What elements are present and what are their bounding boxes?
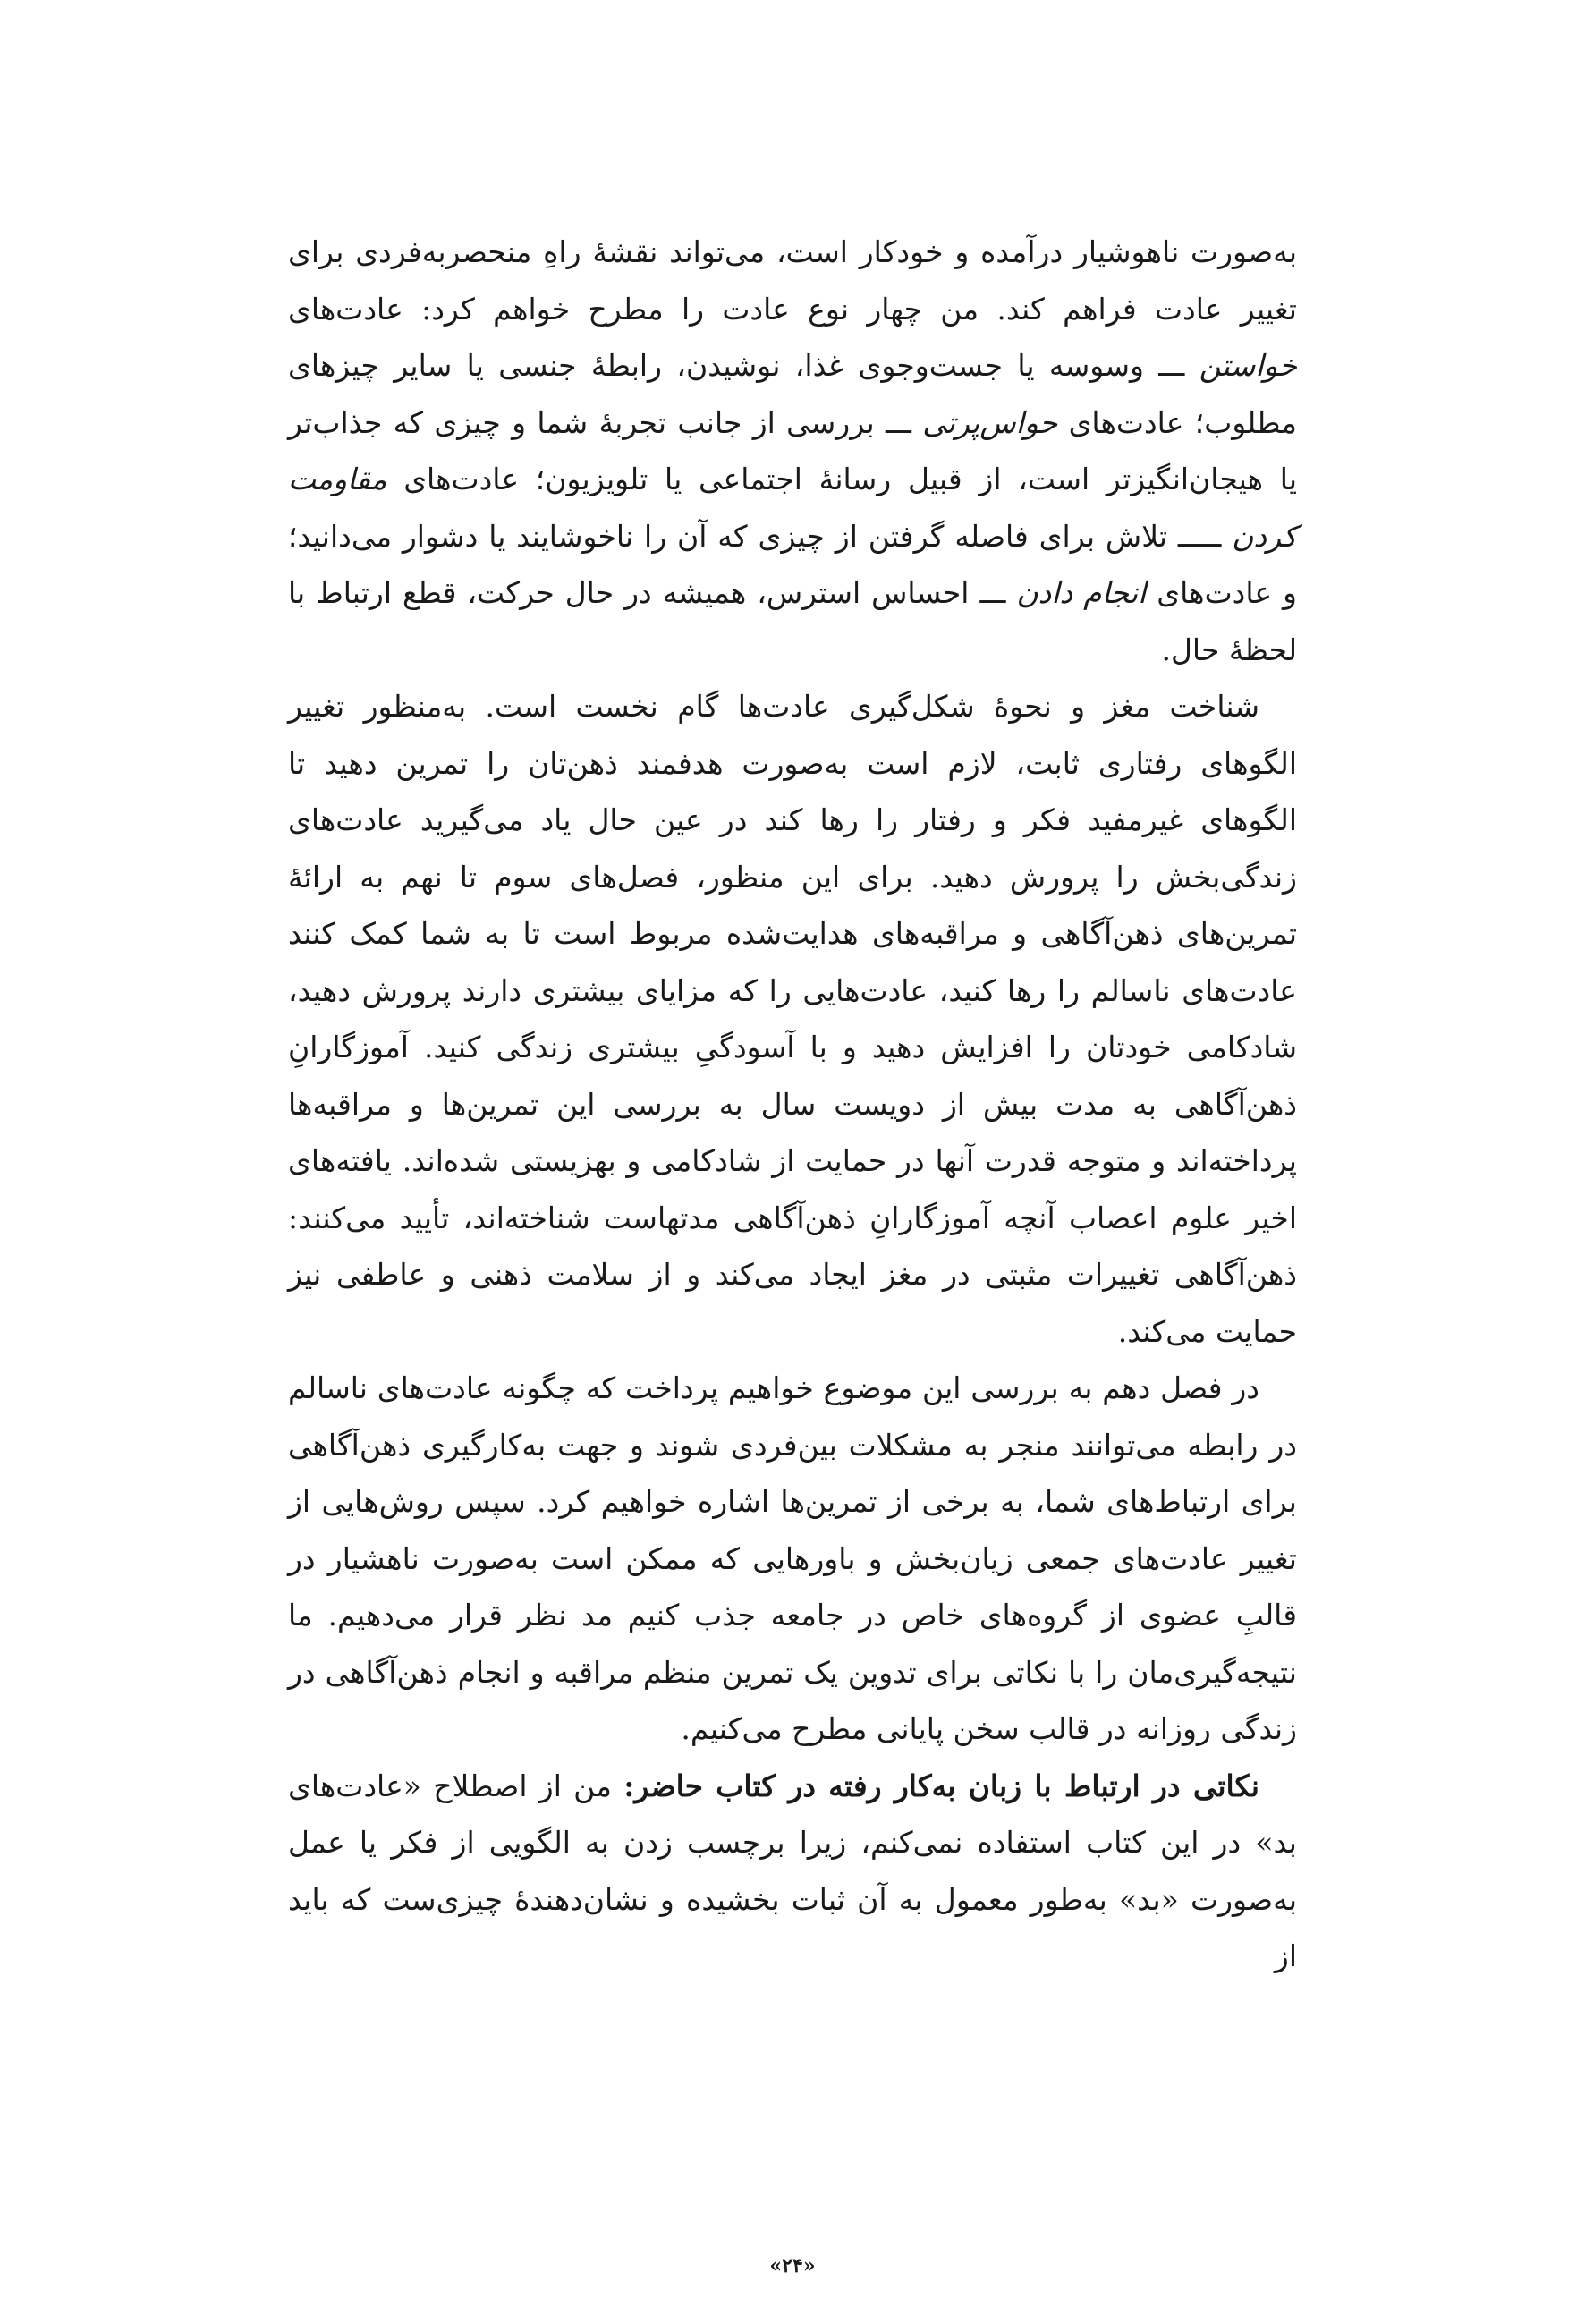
text-segment: شناخت مغز و نحوهٔ شکل‌گیری عادت‌ها گام نخست است. به‌منظور تغییر الگوهای رفتاری ثابت، لازم است به‌صورت هدفمند ذهن‌تان را تمرین دهید تا الگوهای غیرمفید فکر و رفتار را رها کند در عین حال یاد می‌گیرید عادت‌های زندگی‌بخش را پرورش دهید. برای این منظور، فصل‌های سوم تا نهم به ارائهٔ تمرین‌های ذهن‌آگاهی و مراقبه‌های هدایت‌شده مربوط است تا به شما کمک کنند عادت‌های ناسالم را رها کنید، عادت‌هایی را که مزایای بیشتری دارند پرورش دهید، شادکامی خودتان را افزایش دهید و با آسودگیِ بیشتری زندگی کنید. آموزگارانِ ذهن‌آگاهی به مدت بیش از دویست سال به بررسی این تمرین‌ها و مراقبه‌ها پرداخته‌اند و متوجه قدرت آنها در حمایت از شادکامی و بهزیستی شده‌اند. یافته‌های اخیر علوم اعصاب آنچه آموزگارانِ ذهن‌آگاهی مدتهاست شناخته‌اند، تأیید می‌کنند: ذهن‌آگاهی تغییرات مثبتی در مغز ایجاد می‌کند و از سلامت ذهنی و عاطفی نیز حمایت می‌کند. xyxy=(288,689,1297,1349)
text-segment: مقاومت کردن xyxy=(288,462,1297,554)
text-segment: نکاتی در ارتباط با زبان به‌کار رفته در کتاب حاضر: xyxy=(623,1768,1259,1803)
paragraph-3 xyxy=(288,1360,1297,1758)
text-segment: ـــ احساس استرس، همیشه در حال حرکت، قطع ارتباط با لحظهٔ حال. xyxy=(288,575,1297,667)
body-text xyxy=(288,224,1297,1985)
text-segment: به‌صورت ناهوشیار درآمده و خودکار است، می‌تواند نقشهٔ راهِ منحصربه‌فردی برای تغییر عادت فراهم کند. من چهار نوع عادت را مطرح خواهم کرد: عادت‌های xyxy=(288,234,1297,327)
page-number: «۲۴» xyxy=(769,2254,816,2277)
paragraph-2 xyxy=(288,678,1297,1360)
paragraph-4 xyxy=(288,1758,1297,1985)
text-segment: خواستن xyxy=(1199,348,1297,383)
text-segment: انجام دادن xyxy=(1016,575,1147,610)
text-segment: ـــ وسوسه یا جست‌وجوی غذا، نوشیدن، رابطهٔ جنسی یا سایر چیزهای مطلوب؛ عادت‌های xyxy=(288,348,1297,440)
paragraph-1 xyxy=(288,224,1297,678)
text-segment: در فصل دهم به بررسی این موضوع خواهیم پرداخت که چگونه عادت‌های ناسالم در رابطه می‌توانند منجر به مشکلات بین‌فردی شوند و جهت به‌کارگیری ذهن‌آگاهی برای ارتباط‌های شما، به برخی از تمرین‌ها اشاره خواهیم کرد. سپس روش‌هایی از تغییر عادت‌های جمعی زیان‌بخش و باورهایی که ممکن است به‌صورت ناهشیار در قالبِ عضوی از گروه‌های خاص در جامعه جذب کنیم مد نظر قرار می‌دهیم. ما نتیجه‌گیری‌مان را با نکاتی برای تدوین یک تمرین منظم مراقبه و انجام ذهن‌آگاهی در زندگی روزانه در قالب سخن پایانی مطرح می‌کنیم. xyxy=(288,1370,1297,1746)
text-segment: من از اصطلاح «عادت‌های بد» در این کتاب استفاده نمی‌کنم، زیرا برچسب زدن به الگویی از فکر یا عمل به‌صورت «بد» به‌طور معمول به آن ثبات بخشیده و نشان‌دهندهٔ چیزی‌ست که باید از xyxy=(288,1768,1297,1973)
text-segment: حواس‌پرتی xyxy=(922,404,1058,440)
text-segment: ـــ بررسی از جانب تجربهٔ شما و چیزی که جذاب‌تر یا هیجان‌انگیزتر است، از قبیل رسانهٔ اجتماعی یا تلویزیون؛ عادت‌های xyxy=(288,404,1297,496)
text-segment: ـــــ تلاش برای فاصله گرفتن از چیزی که آن را ناخوشایند یا دشوار می‌دانید؛ و عادت‌های xyxy=(288,518,1297,610)
